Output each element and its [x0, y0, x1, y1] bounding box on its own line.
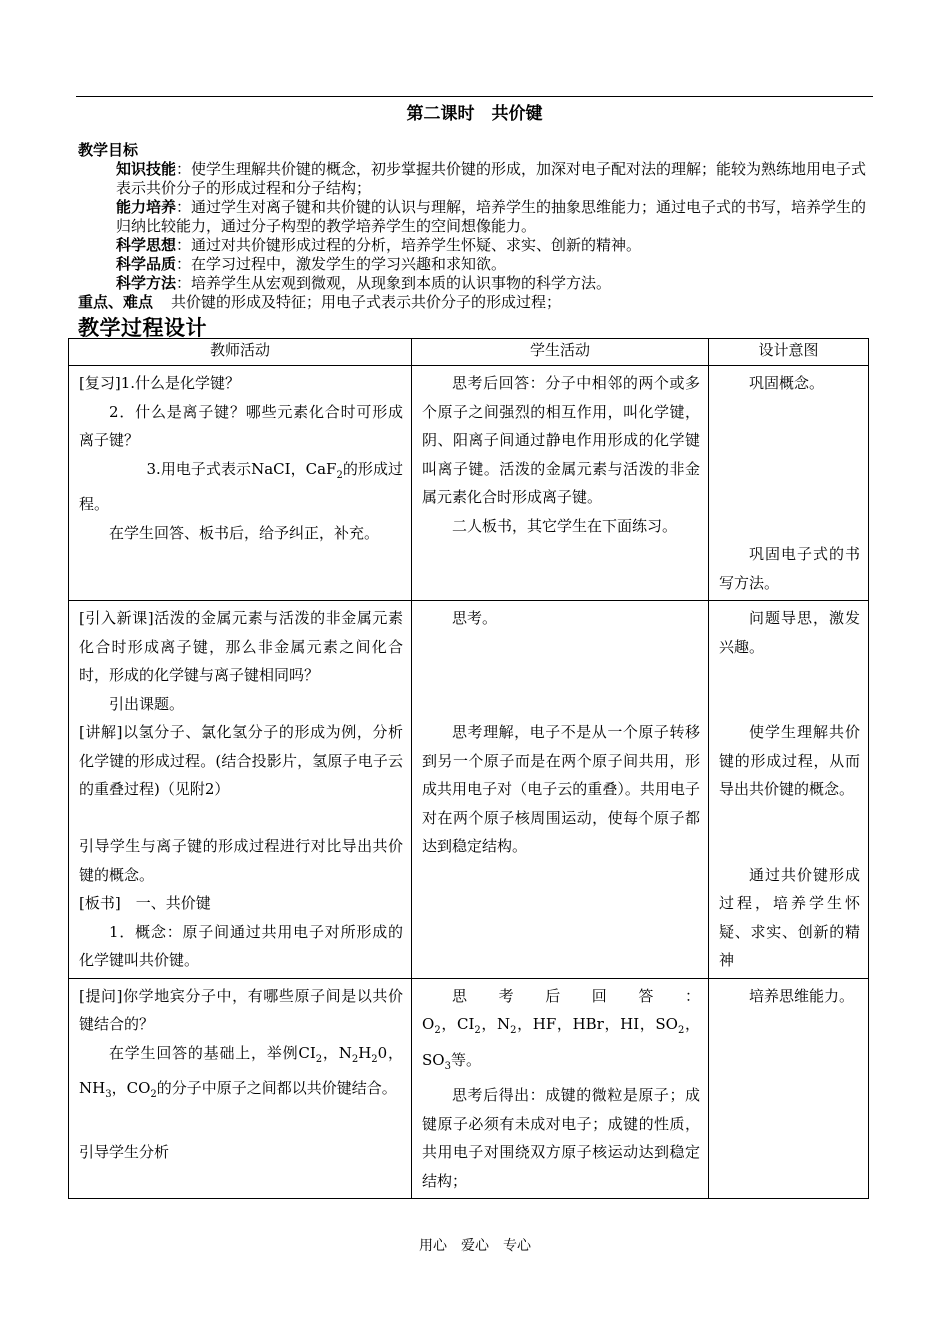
student-cell: 思考后回答： $O_2$，$CI_2$，$N_2$，HF，HBr，HI，$SO_2$，$SO_3$等。 思考后得出：成键的微粒是原子；成键原子必须有未成对电子；成键的性质，共用电子对围绕双方原子核运动达到稳定结构； — [412, 978, 709, 1199]
table-header-row — [69, 339, 869, 366]
teacher-cell: [提问]你学地宾分子中，有哪些原子间是以共价键结合的？ 在学生回答的基础上，举例$CI_2$，$N_2H_20$，$NH_3$，$CO_2$的分子中原子之间都以共价键结合。 引导学生分析 — [69, 978, 412, 1199]
header-student: 学生活动 — [412, 339, 709, 366]
student-cell: 思考后回答：分子中相邻的两个或多个原子之间强烈的相互作用，叫化学键，阴、阳离子间通过静电作用形成的化学键叫离子键。活泼的金属元素与活泼的非金属元素化合时形成离子键。 二人板书，其它学生在下面练习。 — [412, 366, 709, 601]
intent-cell: 巩固概念。 巩固电子式的书写方法。 — [709, 366, 869, 601]
objective-ability: 能力培养：通过学生对离子键和共价键的认识与理解，培养学生的抽象思维能力；通过电子式的书写，培养学生的归纳比较能力，通过分子构型的教学培养学生的空间想像能力。 — [116, 198, 867, 235]
page-footer: 用心 爱心 专心 — [419, 1238, 531, 1254]
intent-cell: 问题导思，激发兴趣。 使学生理解共价键的形成过程，从而导出共价键的概念。 通过共价键形成过程，培养学生怀疑、求实、创新的精神 — [709, 601, 869, 979]
objectives-heading: 教学目标 — [78, 141, 139, 159]
key-points: 重点、难点 共价键的形成及特征；用电子式表示共价分子的形成过程； — [78, 293, 562, 311]
lesson-title: 第二课时 共价键 — [406, 104, 543, 124]
student-cell: 思考。 思考理解，电子不是从一个原子转移到另一个原子而是在两个原子间共用，形成共用电子对（电子云的重叠）。共用电子对在两个原子核周围运动，使每个原子都达到稳定结构。 — [412, 601, 709, 979]
objective-quality: 科学品质：在学习过程中，激发学生的学习兴趣和求知欲。 — [116, 255, 507, 273]
header-teacher: 教师活动 — [69, 339, 412, 366]
top-rule — [76, 96, 873, 97]
objective-knowledge: 知识技能：使学生理解共价键的概念，初步掌握共价键的形成，加深对电子配对法的理解；能较为熟练地用电子式表示共价分子的形成过程和分子结构； — [116, 160, 867, 197]
header-intent: 设计意图 — [709, 339, 869, 366]
teacher-cell: [复习]1.什么是化学键？ 2．什么是离子键？哪些元素化合时可形成离子键？ 3.用电子式表示NaCI，CaF$_2$的形成过程。 在学生回答、板书后，给予纠正，补充。 — [69, 366, 412, 601]
intent-cell: 培养思维能力。 — [709, 978, 869, 1199]
teaching-objectives — [78, 141, 874, 312]
teacher-cell: [引入新课]活泼的金属元素与活泼的非金属元素化合时形成离子键，那么非金属元素之间化合时，形成的化学键与离子键相同吗？ 引出课题。 [讲解]以氢分子、氯化氢分子的形成为例，分析化学键的形成过程。(结合投影片，氢原子电子云的重叠过程)（见附2） 引导学生与离子键的形成过程进行对比导出共价键的概念。 [板书] 一、共价键 1．概念：原子间通过共用电子对所形成的化学键叫共价键。 — [69, 601, 412, 979]
objective-method: 科学方法：培养学生从宏观到微观，从现象到本质的认识事物的科学方法。 — [116, 274, 612, 292]
table-row — [69, 366, 869, 601]
table-row — [69, 601, 869, 979]
lesson-plan-table — [68, 338, 869, 1199]
table-row — [69, 978, 869, 1199]
objective-thought: 科学思想：通过对共价键形成过程的分析，培养学生怀疑、求实、创新的精神。 — [116, 236, 642, 254]
section-heading: 教学过程设计 — [78, 316, 207, 340]
